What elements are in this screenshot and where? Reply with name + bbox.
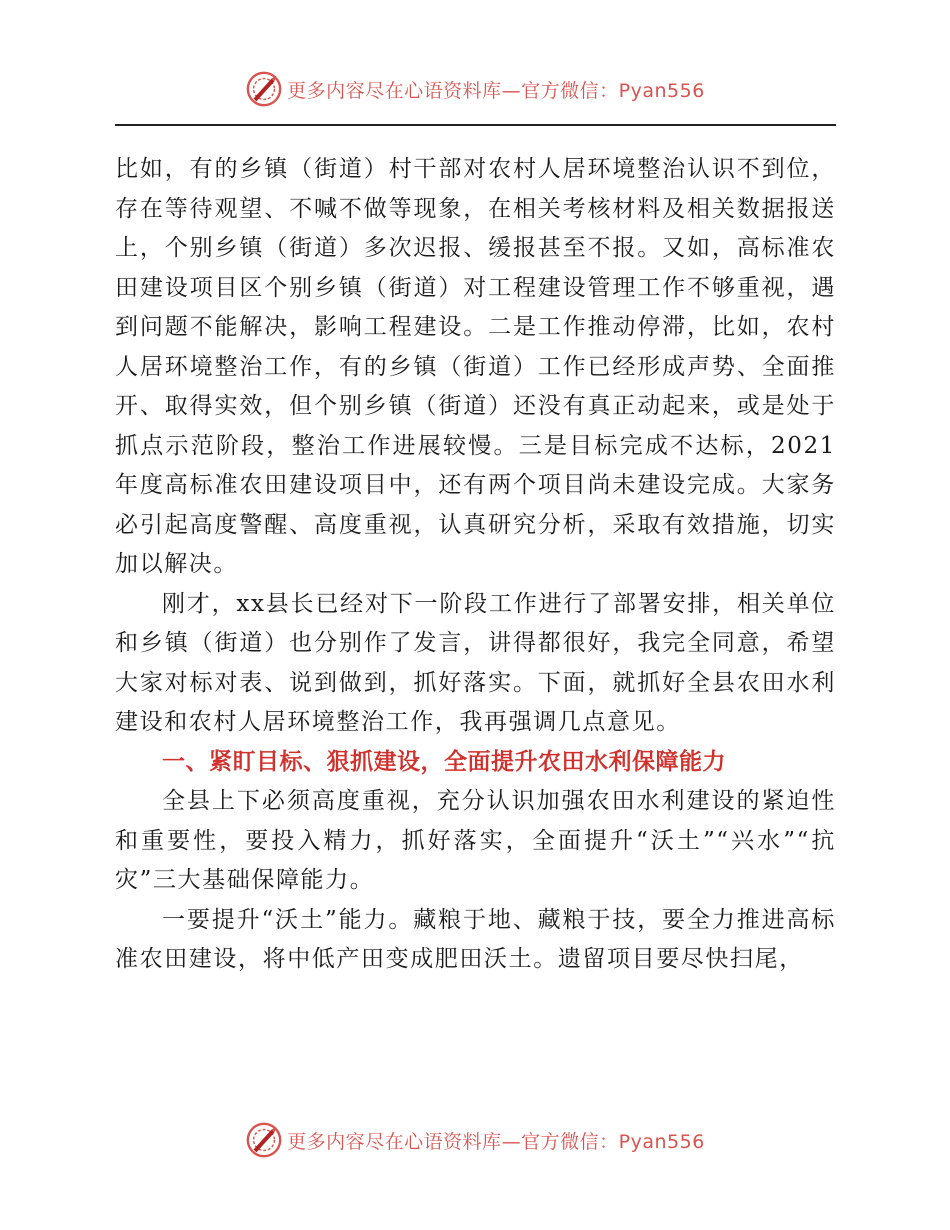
paragraph-1: 比如，有的乡镇（街道）村干部对农村人居环境整治认识不到位，存在等待观望、不喊不做等现象，在相关考核材料及相关数据报送上，个别乡镇（街道）多次迟报、缓报甚至不报。又如，高标准农田建设项目区个别乡镇（街道）对工程建设管理工作不够重视，遇到问题不能解决，影响工程建设。二是工作推动停滞，比如，农村人居环境整治工作，有的乡镇（街道）工作已经形成声势、全面推开、取得实效，但个别乡镇（街道）还没有真正动起来，或是处于抓点示范阶段，整治工作进展较慢。三是目标完成不达标，2021年度高标准农田建设项目中，还有两个项目尚未建设完成。大家务必引起高度警醒、高度重视，认真研究分析，采取有效措施，切实加以解决。 (115, 156, 836, 577)
paragraph-3: 全县上下必须高度重视，充分认识加强农田水利建设的紧迫性和重要性，要投入精力，抓好落实，全面提升“沃土”“兴水”“抗灾”三大基础保障能力。 (115, 788, 836, 893)
footer-banner-text: 更多内容尽在心语资料库—官方微信：Pyan556 (287, 1130, 705, 1153)
document-body (115, 150, 836, 980)
section-heading: 一、紧盯目标、狠抓建设，全面提升农田水利保障能力 (162, 748, 726, 775)
paragraph-2: 刚才，xx县长已经对下一阶段工作进行了部署安排，相关单位和乡镇（街道）也分别作了发言，讲得都很好，我完全同意，希望大家对标对表、说到做到，抓好落实。下面，就抓好全县农田水利建设和农村人居环境整治工作，我再强调几点意见。 (115, 590, 836, 735)
header-divider (115, 124, 836, 126)
footer-banner (0, 1120, 950, 1160)
brand-logo-icon (245, 70, 283, 108)
paragraph-4: 一要提升“沃土”能力。藏粮于地、藏粮于技，要全力推进高标准农田建设，将中低产田变成肥田沃土。遗留项目要尽快扫尾， (115, 906, 836, 972)
header-banner-text: 更多内容尽在心语资料库—官方微信：Pyan556 (287, 79, 705, 102)
header-banner (0, 69, 950, 109)
brand-logo-icon (245, 1121, 283, 1159)
